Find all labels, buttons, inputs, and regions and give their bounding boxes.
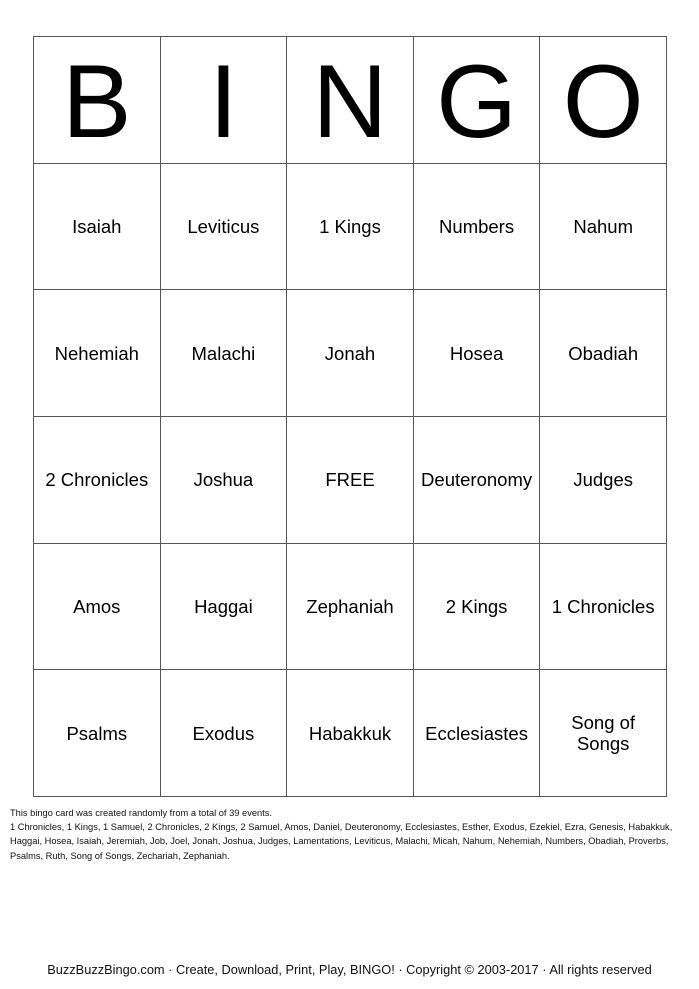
card-row-5 [34, 670, 667, 797]
card-cell: Nahum [540, 163, 667, 290]
card-cell: Obadiah [540, 290, 667, 417]
header-row [34, 37, 667, 164]
card-row-1 [34, 163, 667, 290]
card-cell: Exodus [160, 670, 287, 797]
card-row-3 [34, 417, 667, 544]
card-cell: 1 Chronicles [540, 543, 667, 670]
card-cell: Zephaniah [287, 543, 414, 670]
card-cell: Ecclesiastes [413, 670, 540, 797]
events-list: 1 Chronicles, 1 Kings, 1 Samuel, 2 Chronicles, 2 Kings, 2 Samuel, Amos, Daniel, Deuteronomy, Ecclesiastes, Esther, Exodus, Ezekiel, Ezra, Genesis, Habakkuk, Haggai, Hosea, Isaiah, Jeremiah, Job, Joel, Jonah, Joshua, Judges, Lamentations, Leviticus, Malachi, Micah, Nahum, Nehemiah, Numbers, Obadiah, Proverbs, Psalms, Ruth, Song of Songs, Zechariah, Zephaniah. [10, 822, 673, 861]
card-cell: Amos [34, 543, 161, 670]
card-cell: Numbers [413, 163, 540, 290]
card-cell: Malachi [160, 290, 287, 417]
card-cell: Jonah [287, 290, 414, 417]
header-letter-i: I [160, 37, 287, 164]
card-cell: Judges [540, 417, 667, 544]
header-letter-o: O [540, 37, 667, 164]
card-cell: Isaiah [34, 163, 161, 290]
card-info [10, 806, 694, 863]
card-cell: 2 Chronicles [34, 417, 161, 544]
card-cell: Haggai [160, 543, 287, 670]
free-space-cell: FREE [287, 417, 414, 544]
card-cell: 1 Kings [287, 163, 414, 290]
card-cell: Habakkuk [287, 670, 414, 797]
card-cell: Song of Songs [540, 670, 667, 797]
card-cell: Hosea [413, 290, 540, 417]
footer-copyright: BuzzBuzzBingo.com · Create, Download, Print, Play, BINGO! · Copyright © 2003-2017 · All rights reserved [47, 962, 652, 977]
card-cell: 2 Kings [413, 543, 540, 670]
card-cell: Nehemiah [34, 290, 161, 417]
card-cell: Deuteronomy [413, 417, 540, 544]
header-letter-g: G [413, 37, 540, 164]
header-letter-b: B [34, 37, 161, 164]
card-cell: Joshua [160, 417, 287, 544]
card-cell: Psalms [34, 670, 161, 797]
card-row-2 [34, 290, 667, 417]
card-cell: Leviticus [160, 163, 287, 290]
bingo-card [33, 36, 667, 797]
header-letter-n: N [287, 37, 414, 164]
card-summary: This bingo card was created randomly from a total of 39 events. [10, 808, 272, 818]
card-row-4 [34, 543, 667, 670]
